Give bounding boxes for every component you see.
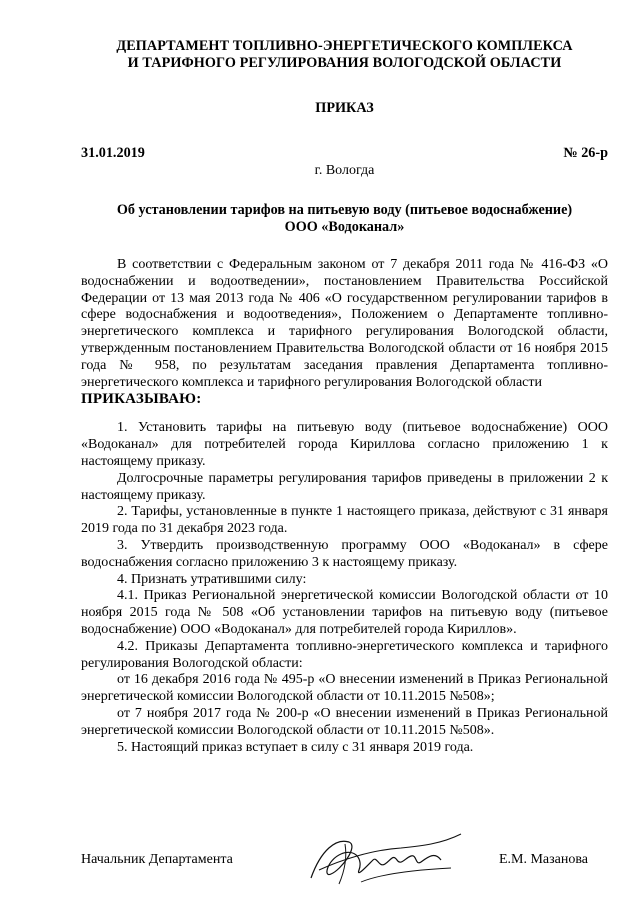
org-line-2: И ТАРИФНОГО РЕГУЛИРОВАНИЯ ВОЛОГОДСКОЙ ОБЛАСТИ [127, 55, 562, 71]
organization-name [81, 38, 608, 72]
order-item: Долгосрочные параметры регулирования тарифов приведены в приложении 2 к настоящему приказу. [81, 470, 608, 503]
order-item: 1. Установить тарифы на питьевую воду (питьевое водоснабжение) ООО «Водоканал» для потребителей города Кириллова согласно приложению 1 к настоящему приказу. [81, 420, 608, 469]
order-items [81, 420, 608, 756]
signer-name: Е.М. Мазанова [498, 852, 588, 867]
title-line-1: Об установлении тарифов на питьевую воду (питьевое водоснабжение) [116, 202, 573, 218]
order-word: ПРИКАЗЫВАЮ: [81, 391, 202, 408]
preamble-paragraph: В соответствии с Федеральным законом от 7 декабря 2011 года № 416-ФЗ «О водоснабжении и водоотведении», постановлением Правительства Российской Федерации от 13 мая 2013 года № 406 «О государственном регулировании тарифов в сфере водоснабжения и водоотведения», Положением о Департаменте топливно-энергетического комплекса и тарифного регулирования Вологодской области, утвержденным постановлением Правительства Вологодской области от 16 ноября 2015 года № 958, по результатам заседания правления Департамента топливно-энергетического комплекса и тарифного регулирования Вологодской области [81, 257, 608, 390]
order-item: 2. Тарифы, установленные в пункте 1 настоящего приказа, действуют с 31 января 2019 года по 31 декабря 2023 года. [81, 504, 608, 537]
order-item: 3. Утвердить производственную программу ООО «Водоканал» в сфере водоснабжения согласно приложению 3 к настоящему приказу. [81, 537, 608, 570]
signer-position: Начальник Департамента [81, 852, 233, 867]
order-item: от 7 ноября 2017 года № 200-р «О внесении изменений в Приказ Региональной энергетической комиссии Вологодской области от 10.11.2015 №508». [81, 705, 608, 738]
document-number: № 26-р [563, 145, 608, 161]
order-item: 4.1. Приказ Региональной энергетической комиссии Вологодской области от 10 ноября 2015 года № 508 «Об установлении тарифов на питьевую воду (питьевое водоснабжение) ООО «Водоканал» для потребителей города Кириллов». [81, 588, 608, 637]
order-item: 5. Настоящий приказ вступает в силу с 31 января 2019 года. [117, 739, 474, 755]
title-line-2: ООО «Водоканал» [284, 219, 405, 235]
order-item: 4. Признать утратившими силу: [117, 571, 307, 587]
order-item: от 16 декабря 2016 года № 495-р «О внесении изменений в Приказ Региональной энергетической комиссии Вологодской области от 10.11.2015 №508»; [81, 672, 608, 705]
document-title [81, 202, 608, 236]
signature-block [81, 840, 608, 900]
handwritten-signature [301, 830, 471, 890]
org-line-1: ДЕПАРТАМЕНТ ТОПЛИВНО-ЭНЕРГЕТИЧЕСКОГО КОМПЛЕКСА [116, 38, 573, 54]
document-city: г. Вологда [314, 163, 375, 178]
date-number-row [81, 145, 608, 162]
document-type: ПРИКАЗ [315, 100, 374, 116]
document-date: 31.01.2019 [81, 145, 145, 161]
order-item: 4.2. Приказы Департамента топливно-энергетического комплекса и тарифного регулирования Вологодской области: [81, 638, 608, 671]
